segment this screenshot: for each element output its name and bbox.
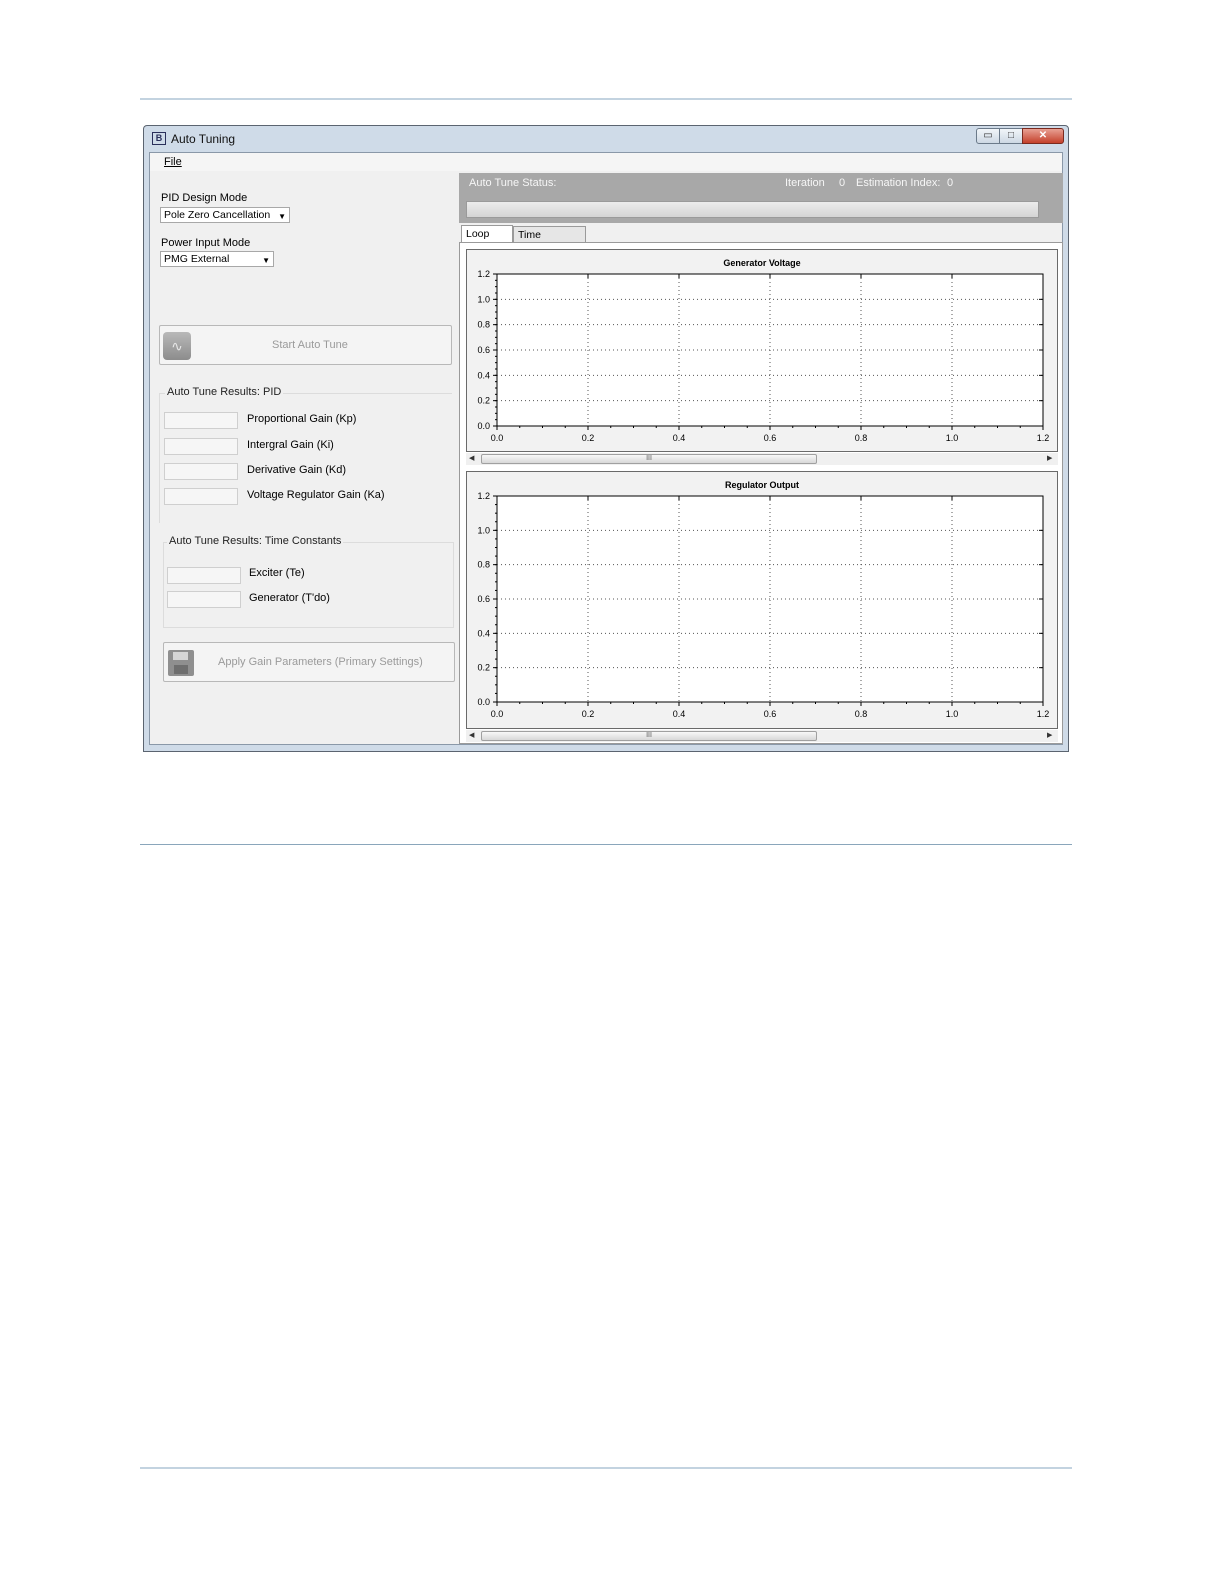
- x-tick-label: 0.8: [854, 433, 868, 443]
- regulator-gain-label: Voltage Regulator Gain (Ka): [247, 489, 385, 501]
- app-logo-icon: B: [152, 132, 166, 145]
- estimation-index-label: Estimation Index:: [856, 177, 941, 189]
- power-input-mode-label: Power Input Mode: [161, 237, 251, 249]
- regulator-gain-field: [164, 488, 238, 505]
- x-tick-label: 0.6: [763, 433, 777, 443]
- scroll-left-arrow-icon[interactable]: ◀: [469, 455, 475, 462]
- menu-file[interactable]: File: [164, 156, 182, 168]
- x-tick-label: 1.2: [1036, 433, 1050, 443]
- proportional-gain-field: [164, 412, 238, 429]
- menu-bar: [150, 153, 1062, 171]
- y-tick-label: 0.4: [477, 628, 490, 639]
- save-disk-icon: [168, 650, 194, 676]
- x-tick-label: 0.0: [490, 433, 504, 443]
- estimation-index-value: 0: [947, 177, 954, 189]
- time-constants-results-title: Auto Tune Results: Time Constants: [169, 535, 342, 547]
- tab-time-constants[interactable]: Time: [513, 226, 586, 243]
- x-tick-label: 0.8: [854, 709, 868, 719]
- y-tick-label: 1.2: [477, 269, 490, 279]
- scroll-right-arrow-icon[interactable]: ▶: [1047, 455, 1053, 462]
- auto-tune-status-label: Auto Tune Status:: [469, 177, 557, 189]
- y-tick-label: 0.2: [477, 395, 490, 406]
- power-input-mode-value: PMG External: [164, 253, 230, 265]
- minimize-button[interactable]: ▭: [976, 128, 1000, 144]
- x-tick-label: 0.4: [672, 709, 686, 719]
- exciter-te-label: Exciter (Te): [249, 567, 305, 579]
- x-tick-label: 0.2: [581, 433, 595, 443]
- x-tick-label: 1.2: [1036, 709, 1050, 719]
- iteration-label: Iteration: [785, 177, 825, 189]
- scroll-thumb[interactable]: III: [481, 731, 817, 741]
- y-tick-label: 0.6: [477, 594, 490, 604]
- y-tick-label: 0.4: [477, 370, 490, 381]
- maximize-button[interactable]: □: [999, 128, 1023, 144]
- y-tick-label: 1.0: [477, 294, 490, 305]
- chevron-down-icon: ▼: [278, 212, 286, 221]
- y-tick-label: 0.0: [477, 421, 490, 431]
- scroll-left-arrow-icon[interactable]: ◀: [469, 732, 475, 739]
- pid-design-mode-label: PID Design Mode: [161, 192, 248, 204]
- apply-gain-parameters-button[interactable]: [163, 642, 455, 682]
- y-tick-label: 0.8: [477, 319, 490, 330]
- loop-gain-tab-panel: [459, 242, 1063, 744]
- iteration-value: 0: [839, 177, 846, 189]
- y-tick-label: 0.0: [477, 697, 490, 707]
- x-tick-label: 0.6: [763, 709, 777, 719]
- y-tick-label: 0.8: [477, 559, 490, 570]
- chart-title: Regulator Output: [725, 480, 799, 490]
- page-bottom-rule: [140, 1467, 1072, 1469]
- x-tick-label: 0.0: [490, 709, 504, 719]
- x-tick-label: 1.0: [945, 433, 959, 443]
- x-tick-label: 0.4: [672, 433, 686, 443]
- x-tick-label: 1.0: [945, 709, 959, 719]
- page-middle-rule: [140, 844, 1072, 845]
- generator-tdo-field: [167, 591, 241, 608]
- auto-tune-progress-bar: [466, 201, 1039, 218]
- scroll-right-arrow-icon[interactable]: ▶: [1047, 732, 1053, 739]
- y-tick-label: 1.2: [477, 491, 490, 501]
- integral-gain-field: [164, 438, 238, 455]
- page-top-rule: [140, 98, 1072, 100]
- exciter-te-field: [167, 567, 241, 584]
- chart-title: Generator Voltage: [723, 258, 801, 268]
- y-tick-label: 1.0: [477, 525, 490, 536]
- y-tick-label: 0.6: [477, 345, 490, 355]
- power-input-mode-select[interactable]: [160, 251, 274, 267]
- x-tick-label: 0.2: [581, 709, 595, 719]
- derivative-gain-field: [164, 463, 238, 480]
- derivative-gain-label: Derivative Gain (Kd): [247, 464, 347, 476]
- scroll-thumb[interactable]: III: [481, 454, 817, 464]
- pid-results-title: Auto Tune Results: PID: [167, 386, 282, 398]
- waveform-icon: ∿: [163, 332, 191, 360]
- close-button[interactable]: ✕: [1022, 128, 1064, 144]
- generator-voltage-chart: [466, 249, 1058, 452]
- tab-loop-gain[interactable]: Loop: [461, 225, 513, 243]
- pid-design-mode-value: Pole Zero Cancellation: [164, 209, 271, 221]
- generator-tdo-label: Generator (T'do): [249, 592, 330, 604]
- client-area: [149, 152, 1063, 745]
- auto-tune-status-panel: [459, 173, 1063, 223]
- chevron-down-icon: ▼: [262, 256, 270, 265]
- start-auto-tune-label: Start Auto Tune: [272, 339, 348, 351]
- regulator-output-chart: [466, 471, 1058, 729]
- pid-design-mode-select[interactable]: [160, 207, 290, 223]
- window-title: Auto Tuning: [171, 132, 236, 146]
- generator-voltage-plot: [467, 250, 1057, 451]
- title-bar[interactable]: [144, 126, 1068, 152]
- generator-voltage-scrollbar[interactable]: [466, 453, 1058, 465]
- y-tick-label: 0.2: [477, 662, 490, 673]
- auto-tuning-window: [143, 125, 1069, 752]
- time-constants-results-group: [163, 535, 454, 628]
- proportional-gain-label: Proportional Gain (Kp): [247, 413, 357, 425]
- apply-gain-parameters-label: Apply Gain Parameters (Primary Settings): [218, 656, 423, 668]
- integral-gain-label: Intergral Gain (Ki): [247, 439, 334, 451]
- start-auto-tune-button[interactable]: [159, 325, 452, 365]
- regulator-output-plot: [467, 472, 1057, 728]
- regulator-output-scrollbar[interactable]: [466, 730, 1058, 742]
